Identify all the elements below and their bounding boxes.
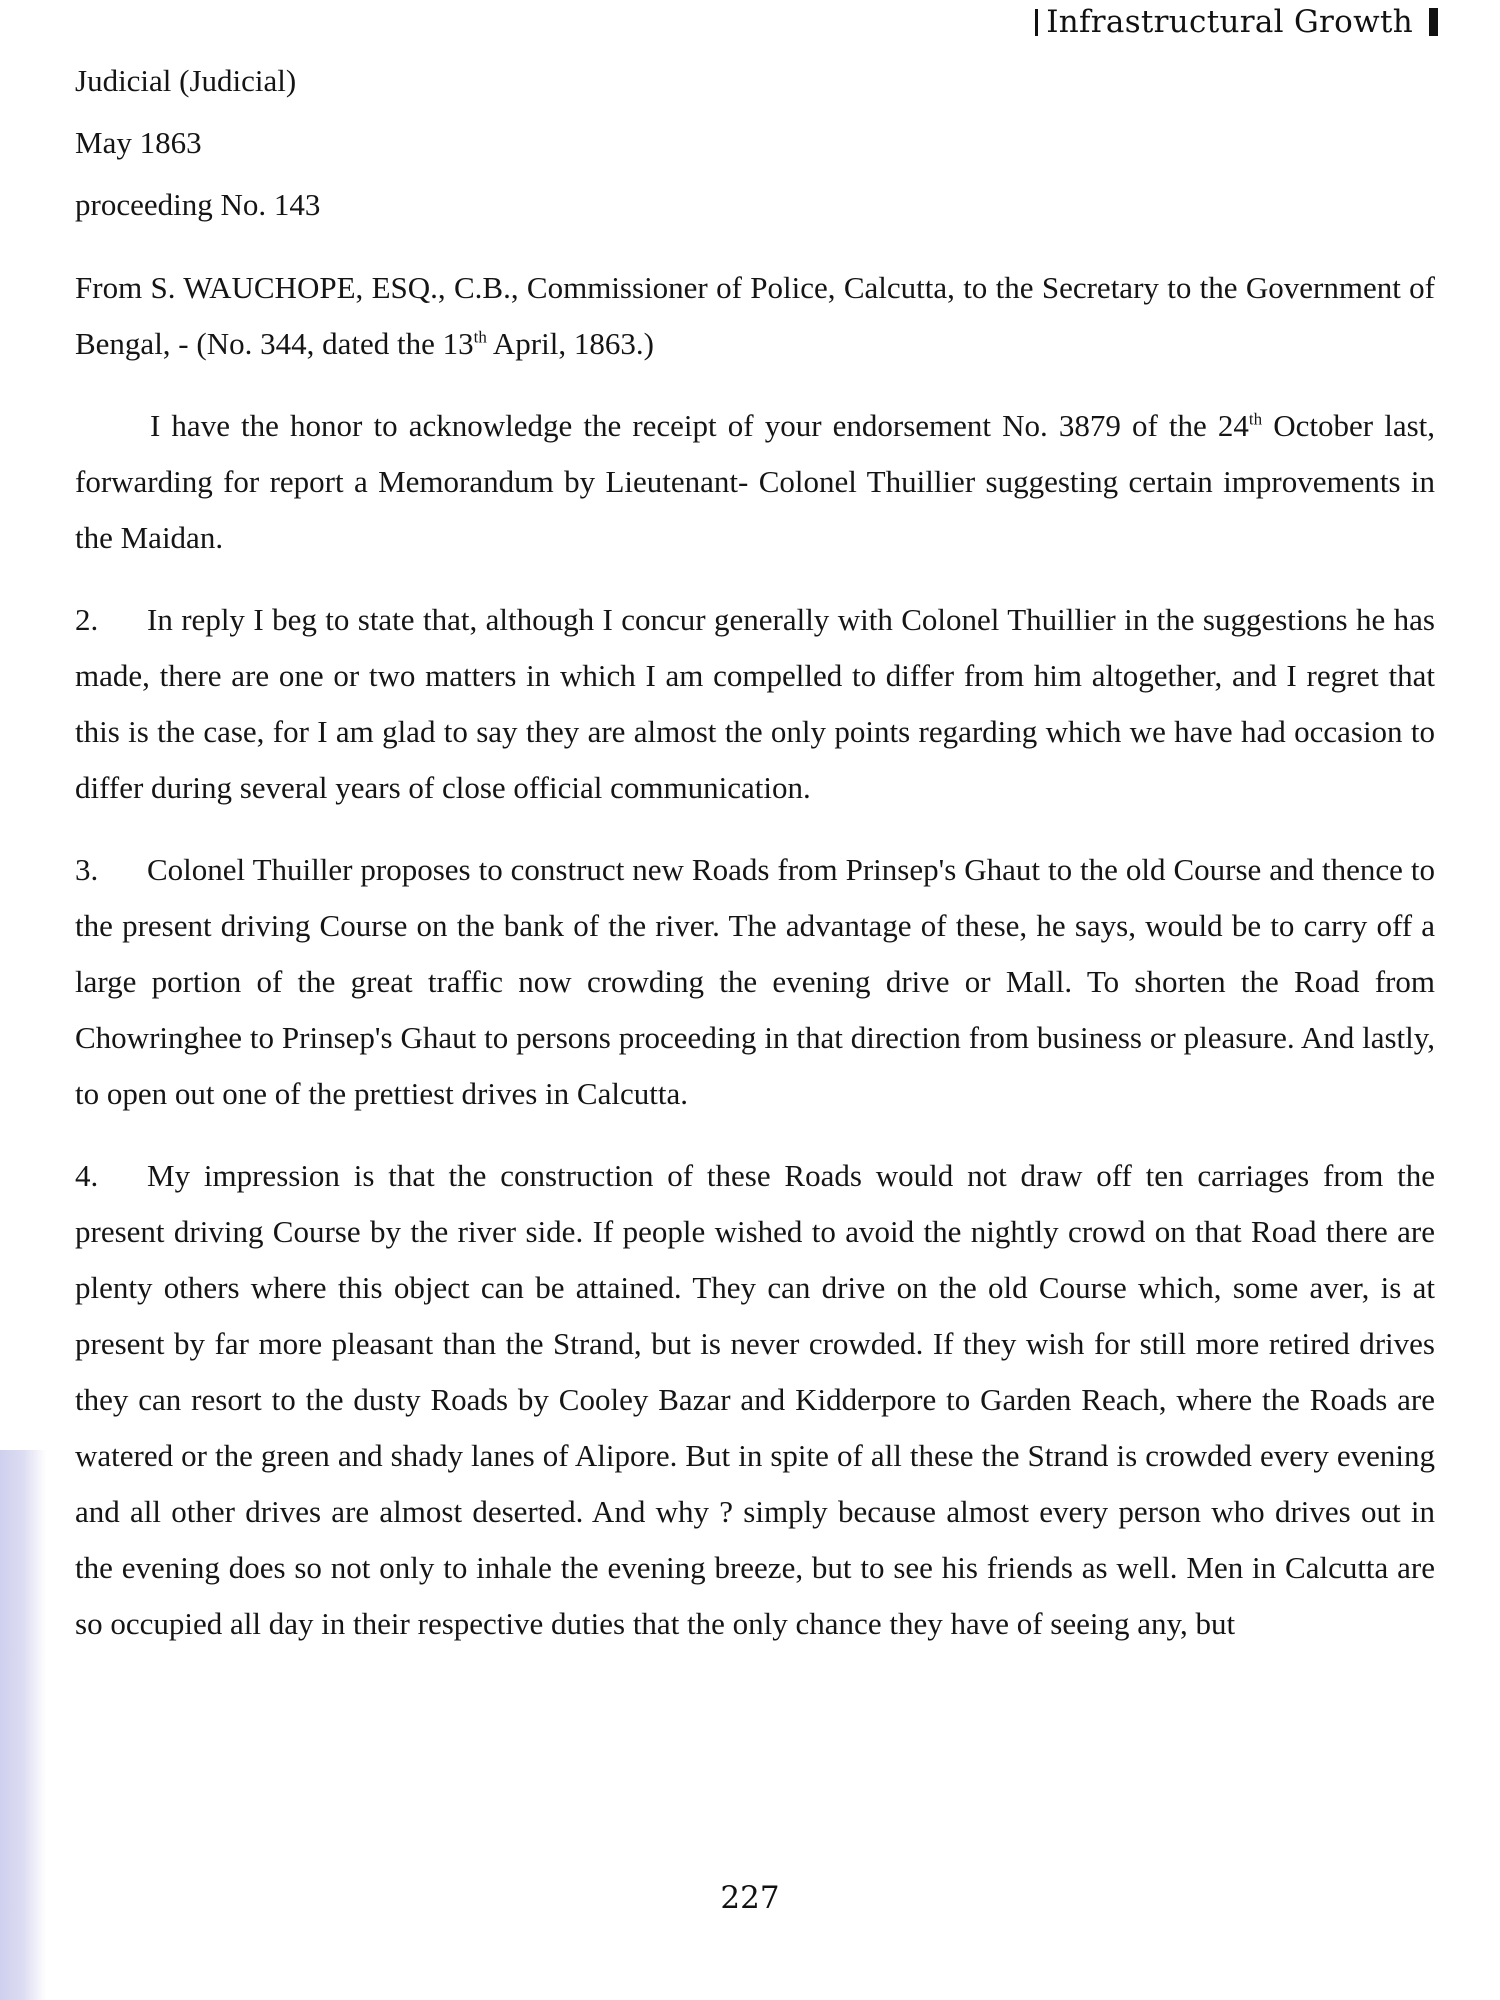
ordinal-suffix: th xyxy=(1248,409,1263,429)
paragraph-1 xyxy=(75,398,1435,566)
paragraph-3 xyxy=(75,842,1435,1122)
scan-edge-shadow xyxy=(0,1450,46,2000)
paragraph-4 xyxy=(75,1148,1435,1652)
paragraph-3-text: Colonel Thuiller proposes to construct new Roads from Prinsep's Ghaut to the old Course and thence to the present driving Course on the bank of the river. The advantage of these, he says, would be to carry off a large portion of the great traffic now crowding the evening drive or Mall. To shorten the Road from Chowringhee to Prinsep's Ghaut to persons proceeding in that direction from business or pleasure. And lastly, to open out one of the prettiest drives in Calcutta. xyxy=(75,852,1435,1111)
running-head-title: Infrastructural Growth xyxy=(1046,4,1413,40)
running-head xyxy=(1035,4,1438,40)
paragraph-number: 4. xyxy=(75,1158,99,1193)
paragraph-1-text-before: I have the honor to acknowledge the receipt of your endorsement No. 3879 of the 24 xyxy=(150,408,1249,443)
from-address-block xyxy=(75,260,1435,372)
paragraph-2-text: In reply I beg to state that, although I concur generally with Colonel Thuillier in the suggestions he has made, there are one or two matters in which I am compelled to differ from him altogether, and I regret that this is the case, for I am glad to say they are almost the only points regarding which we have had occasion to differ during several years of close official communication. xyxy=(75,602,1435,805)
page-body xyxy=(75,50,1435,1652)
paragraph-4-text: My impression is that the construction of these Roads would not draw off ten carriages from the present driving Course by the river side. If people wished to avoid the nightly crowd on that Road there are plenty others where this object can be attained. They can drive on the old Course which, some aver, is at present by far more pleasant than the Strand, but is never crowded. If they wish for still more retired drives they can resort to the dusty Roads by Cooley Bazar and Kidderpore to Garden Reach, where the Roads are watered or the green and shady lanes of Alipore. But in spite of all these the Strand is crowded every evening and all other drives are almost deserted. And why ? simply because almost every person who drives out in the evening does so not only to inhale the evening breeze, but to see his friends as well. Men in Calcutta are so occupied all day in their respective duties that the only chance they have of seeing any, but xyxy=(75,1158,1435,1641)
date-ordinal-suffix: th xyxy=(473,327,487,347)
header-rule-thick xyxy=(1429,8,1438,36)
from-address-end: April, 1863.) xyxy=(486,326,654,361)
page-number: 227 xyxy=(720,1880,780,1916)
department-line: Judicial (Judicial) xyxy=(75,63,297,98)
paragraph-2 xyxy=(75,592,1435,816)
date-line: May 1863 xyxy=(75,125,202,160)
from-address-text: From S. WAUCHOPE, ESQ., C.B., Commissioner of Police, Calcutta, to the Secretary to the Government of Bengal, - (No. 344, dated the 13 xyxy=(75,270,1435,361)
record-metadata xyxy=(75,50,1435,236)
proceeding-line: proceeding No. 143 xyxy=(75,187,321,222)
paragraph-1-text-after: October last, forwarding for report a Memorandum by Lieutenant- Colonel Thuillier suggesting certain improvements in the Maidan. xyxy=(75,408,1435,555)
paragraph-number: 3. xyxy=(75,852,99,887)
paragraph-number: 2. xyxy=(75,602,99,637)
header-rule-thin xyxy=(1035,9,1038,36)
